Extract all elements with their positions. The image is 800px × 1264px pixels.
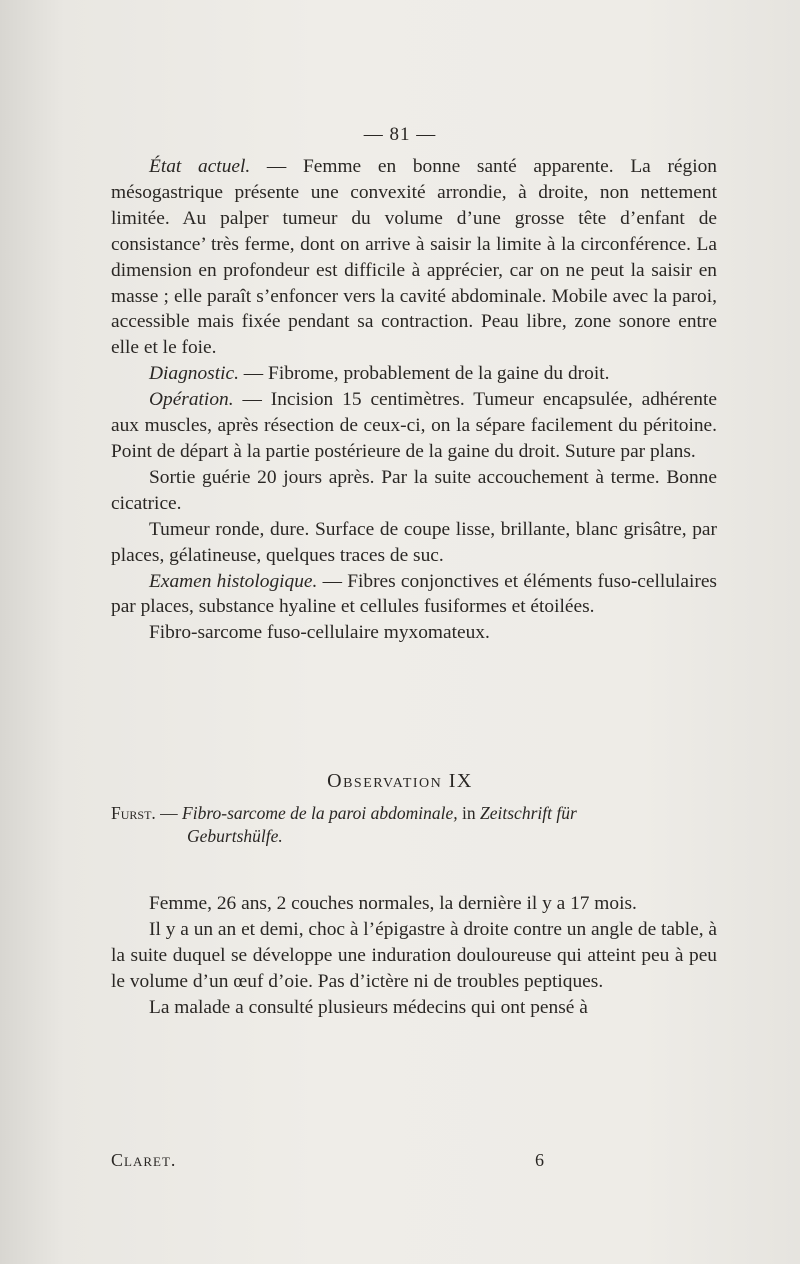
paragraph-lead: Examen histologique. — [149, 570, 318, 592]
paragraph-text: — Fibres conjonctives et éléments fuso-cellulaires par places, substance hyaline et cellules fusiformes et étoilées. — [111, 570, 717, 618]
bibliographic-reference — [111, 802, 717, 847]
paragraph-tumeur — [111, 517, 717, 569]
paragraph-sortie — [111, 465, 717, 517]
paragraph-text: — Femme en bonne santé apparente. La région mésogastrique présente une convexité arrondie, à droite, non nettement limitée. Au palper tumeur du volume d’une grosse tête d’enfant de consistance’ très ferme, dont on arrive à saisir la limite à la circonférence. La dimension en profondeur est difficile à apprécier, car on ne peut la saisir en masse ; elle paraît s’enfoncer vers la cavité abdominale. Mobile avec la paroi, accessible mais fixée pendant sa contraction. Peau libre, zone sonore entre elle et le foie. — [111, 156, 718, 359]
reference-dash: — — [155, 803, 183, 823]
paragraph-patient: Femme, 26 ans, 2 couches normales, la dernière il y a 17 mois. — [149, 893, 637, 914]
paragraph-text: — Incision 15 centimètres. Tumeur encapsulée, adhérente aux muscles, après résection de ceux-ci, on la sépare facilement du péritoine. Point de départ à la partie postérieure de la gaine du droit. Suture par plans. — [111, 389, 717, 462]
paragraph-lead: État actuel. — [149, 156, 251, 177]
paragraph-lead: Opération. — [149, 389, 234, 411]
reference-journal-continued: Geburtshülfe. — [187, 825, 283, 846]
paragraph-history: Il y a un an et demi, choc à l’épigastre à droite contre un angle de table, à la suite duquel se développe une induration douloureuse qui atteint peu à peu le volume d’un œuf d’oie. Pas d’ictère ni de troubles peptiques. — [111, 918, 718, 992]
paragraph-operation — [111, 387, 717, 465]
paragraph-text: Fibro-sarcome fuso-cellulaire myxomateux. — [149, 622, 490, 644]
reference-author: Furst. — [111, 803, 156, 823]
paragraph-consultation: La malade a consulté plusieurs médecins qui ont pensé à — [149, 996, 588, 1018]
reference-journal: Zeitschrift für — [480, 803, 577, 823]
paragraph-examen — [111, 569, 717, 621]
observation-text — [111, 891, 717, 1021]
paragraph-text: Tumeur ronde, dure. Surface de coupe lisse, brillante, blanc grisâtre, par places, gélatineuse, quelques traces de suc. — [111, 518, 717, 566]
paragraph-etat-actuel — [111, 154, 717, 361]
signature-mark: Claret. — [111, 1150, 177, 1170]
paragraph-text: Sortie guérie 20 jours après. Par la suite accouchement à terme. Bonne cicatrice. — [111, 466, 717, 514]
main-text — [111, 154, 717, 646]
reference-title: Fibro-sarcome de la paroi abdominale, — [182, 803, 458, 823]
page-number: — 81 — — [363, 124, 437, 145]
paragraph-lead: Diagnostic. — [149, 363, 239, 385]
observation-title: Observation IX — [327, 770, 473, 792]
sheet-number: 6 — [535, 1150, 544, 1170]
reference-in: in — [457, 803, 481, 823]
paragraph-conclusion — [111, 620, 717, 646]
paragraph-diagnostic — [111, 361, 717, 387]
paragraph-text: — Fibrome, probablement de la gaine du droit. — [238, 363, 610, 385]
